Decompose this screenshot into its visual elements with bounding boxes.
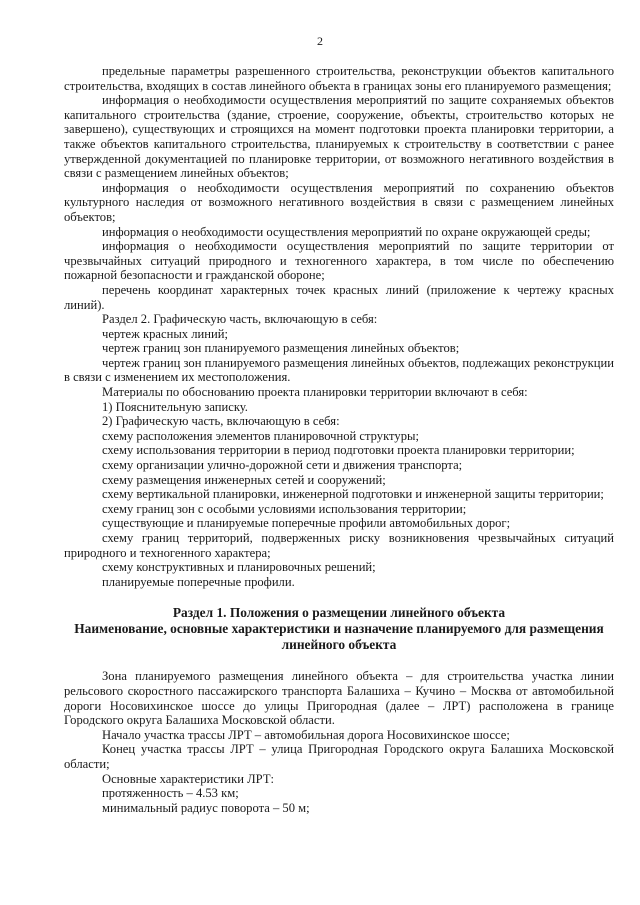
paragraph: протяженность – 4.53 км; — [102, 786, 239, 801]
paragraph: Материалы по обоснованию проекта планировки территории включают в себя: — [102, 385, 528, 400]
paragraph: перечень координат характерных точек красных линий (приложение к чертежу красных линий). — [64, 282, 614, 312]
document-body — [64, 64, 614, 815]
paragraph: информация о необходимости осуществления мероприятий по защите территории от чрезвычайных ситуаций природного и техногенного характера, в том числе по обеспечению пожарной безопасности и гражданской обороне; — [64, 239, 614, 283]
paragraph: минимальный радиус поворота – 50 м; — [102, 800, 310, 815]
paragraph: информация о необходимости осуществления мероприятий по сохранению объектов культурного наследия от возможного негативного воздействия в связи с размещением линейных объектов; — [64, 180, 614, 224]
paragraph: чертеж красных линий; — [102, 326, 228, 341]
paragraph: Начало участка трассы ЛРТ – автомобильная дорога Носовихинское шоссе; — [102, 727, 510, 742]
paragraph: схему границ зон с особыми условиями использования территории; — [102, 501, 467, 516]
paragraph: информация о необходимости осуществления мероприятий по защите сохраняемых объектов капитального строительства (здание, строение, сооружение, объекты, строительство которых не завершено), существующих и строящихся на момент подготовки проекта планировки территории, а также объектов капитального строительства, планируемых к строительству в соответствии с ранее утвержденной документацией по планировке территории, от возможного негативного воздействия в связи с размещением линейных объектов; — [64, 93, 614, 181]
paragraph: 2) Графическую часть, включающую в себя: — [102, 414, 340, 429]
paragraph: существующие и планируемые поперечные профили автомобильных дорог; — [102, 516, 511, 531]
paragraph: схему использования территории в период подготовки проекта планировки территории; — [102, 443, 575, 458]
paragraph: чертеж границ зон планируемого размещения линейных объектов, подлежащих реконструкции в связи с изменением их местоположения. — [64, 355, 614, 385]
section-subheading: Наименование, основные характеристики и назначение планируемого для размещения линейного объекта — [74, 621, 604, 653]
page-number: 2 — [317, 34, 323, 48]
paragraph: схему границ территорий, подверженных риску возникновения чрезвычайных ситуаций природного и техногенного характера; — [64, 531, 614, 560]
paragraph: чертеж границ зон планируемого размещения линейных объектов; — [102, 341, 460, 356]
paragraph: Конец участка трассы ЛРТ – улица Пригородная Городского округа Балашиха Московской области; — [64, 742, 614, 771]
paragraph: схему расположения элементов планировочной структуры; — [102, 428, 419, 443]
paragraph: схему размещения инженерных сетей и сооружений; — [102, 472, 386, 487]
section-heading: Раздел 1. Положения о размещении линейного объекта — [172, 605, 506, 621]
paragraph: 1) Пояснительную записку. — [102, 399, 248, 414]
paragraph: схему конструктивных и планировочных решений; — [102, 560, 376, 575]
paragraph: Основные характеристики ЛРТ: — [102, 771, 275, 786]
paragraph: информация о необходимости осуществления мероприятий по охране окружающей среды; — [102, 224, 591, 239]
paragraph: Раздел 2. Графическую часть, включающую в себя: — [102, 312, 378, 327]
paragraph: схему вертикальной планировки, инженерной подготовки и инженерной защиты территории; — [102, 487, 604, 502]
paragraph: предельные параметры разрешенного строительства, реконструкции объектов капитального строительства, входящих в состав линейного объекта в границах зоны его планируемого размещения; — [64, 64, 614, 93]
paragraph: Зона планируемого размещения линейного объекта – для строительства участка линии рельсового скоростного пассажирского транспорта Балашиха – Кучино – Москва от автомобильной дороги Носовихинское шоссе до улицы Пригородная (далее – ЛРТ) расположена в границе Городского округа Балашиха Московской области. — [64, 669, 614, 728]
paragraph: схему организации улично-дорожной сети и движения транспорта; — [102, 458, 463, 473]
paragraph: планируемые поперечные профили. — [102, 574, 295, 589]
